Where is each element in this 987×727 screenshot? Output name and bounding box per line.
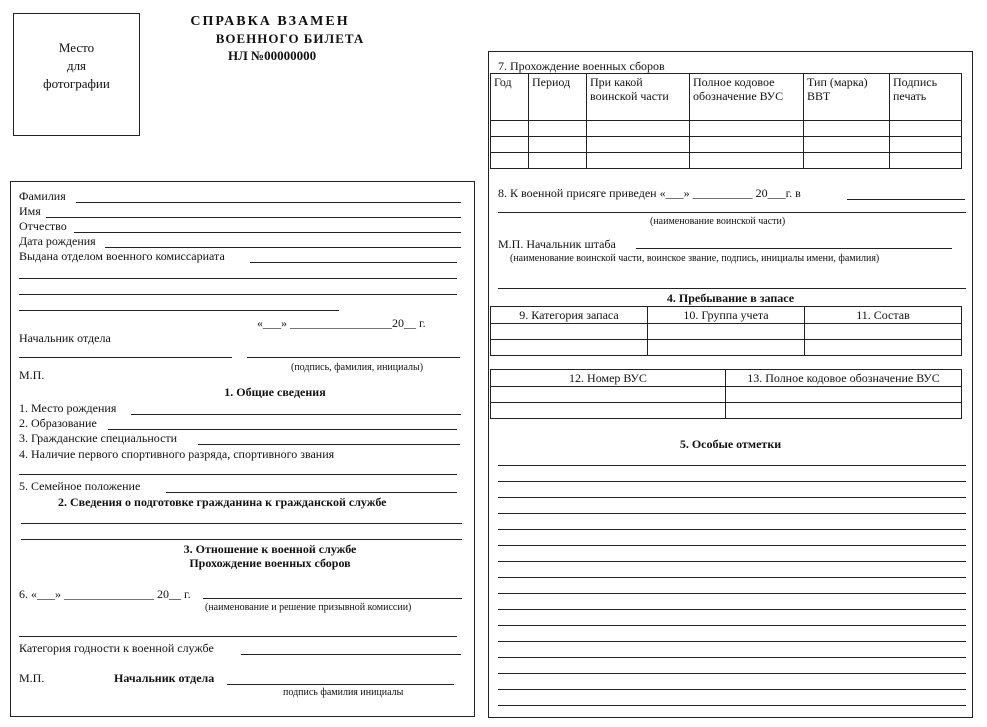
table-row[interactable] — [491, 324, 962, 340]
issued-by-label: Выдана отделом военного комиссариата — [19, 249, 225, 263]
patronymic-label: Отчество — [19, 219, 67, 233]
photo-label-3: фотографии — [43, 76, 110, 91]
oath-line-2[interactable] — [498, 212, 966, 213]
notes-line[interactable] — [498, 593, 966, 594]
vus-table — [490, 369, 962, 419]
notes-line[interactable] — [498, 497, 966, 498]
dept-head-label: Начальник отдела — [19, 331, 111, 345]
section7-title: 7. Прохождение военных сборов — [498, 59, 665, 73]
table-row[interactable] — [491, 403, 962, 419]
section2-title: 2. Сведения о подготовке гражданина к гражданской службе — [58, 495, 387, 509]
dept-head2-label: Начальник отдела — [114, 671, 215, 685]
reserve-category-header: 9. Категория запаса — [491, 307, 648, 324]
birthdate-field[interactable] — [105, 247, 461, 248]
issued-by-field[interactable] — [250, 262, 457, 263]
surname-field[interactable] — [76, 202, 461, 203]
item6-line-2[interactable] — [19, 636, 457, 637]
education-field[interactable] — [108, 429, 457, 430]
stamp-label-2: М.П. — [19, 671, 45, 685]
name-field[interactable] — [46, 217, 461, 218]
dept-head-field[interactable] — [19, 357, 232, 358]
notes-line[interactable] — [498, 513, 966, 514]
notes-line[interactable] — [498, 561, 966, 562]
notes-line[interactable] — [498, 641, 966, 642]
item6-caption: (наименование и решение призывной комиссии) — [205, 602, 412, 613]
dept-head-sign-field[interactable] — [247, 357, 460, 358]
table-row[interactable] — [491, 153, 962, 169]
oath-unit-field[interactable] — [847, 199, 965, 200]
col-header-vus-code: Полное кодовое обозначение ВУС — [690, 74, 804, 121]
civil-spec-label: 3. Гражданские специальности — [19, 431, 178, 445]
notes-line[interactable] — [498, 625, 966, 626]
notes-line[interactable] — [498, 545, 966, 546]
item6-label: 6. «___» _______________ 20__ г. — [19, 587, 191, 601]
fitness-label: Категория годности к военной службе — [19, 641, 214, 655]
staff-caption: (наименование воинской части, воинское звание, подпись, инициалы имени, фамилия) — [510, 253, 880, 264]
issued-by-line-2[interactable] — [19, 278, 457, 279]
reserve-staff-header: 11. Состав — [805, 307, 962, 324]
notes-line[interactable] — [498, 529, 966, 530]
military-training-table — [490, 73, 962, 169]
civil-spec-field[interactable] — [198, 444, 460, 445]
sig-caption-2: подпись фамилия инициалы — [283, 687, 404, 698]
notes-line[interactable] — [498, 657, 966, 658]
sports-field[interactable] — [19, 474, 457, 475]
section2-line-1[interactable] — [21, 523, 462, 524]
notes-line[interactable] — [498, 481, 966, 482]
issued-by-line-4[interactable] — [19, 310, 339, 311]
section3-subtitle: Прохождение военных сборов — [189, 556, 351, 570]
surname-label: Фамилия — [19, 189, 66, 203]
name-label: Имя — [19, 204, 41, 218]
reserve-group-header: 10. Группа учета — [648, 307, 805, 324]
section5-title: 5. Особые отметки — [679, 437, 782, 451]
fitness-field[interactable] — [241, 654, 461, 655]
section1-title: 1. Общие сведения — [224, 385, 326, 399]
photo-label-2: для — [66, 58, 87, 73]
issued-by-line-3[interactable] — [19, 294, 457, 295]
doc-title-line2: ВОЕННОГО БИЛЕТА — [215, 31, 365, 46]
col-header-signature: Подпись печать — [890, 74, 962, 121]
section3-title: 3. Отношение к военной службе — [183, 542, 357, 556]
family-label: 5. Семейное положение — [19, 479, 141, 493]
col-header-unit: При какой воинской части — [587, 74, 690, 121]
vus-code-header: 13. Полное кодовое обозначение ВУС — [726, 370, 962, 387]
birthplace-label: 1. Место рождения — [19, 401, 117, 415]
section4-title: 4. Пребывание в запасе — [666, 291, 795, 305]
oath-label: 8. К военной присяге приведен «___» __________ 20___г. в — [498, 186, 801, 200]
notes-line[interactable] — [498, 673, 966, 674]
section2-line-2[interactable] — [21, 539, 462, 540]
notes-line[interactable] — [498, 609, 966, 610]
sports-label: 4. Наличие первого спортивного разряда, спортивного звания — [19, 447, 335, 461]
doc-title-line1: СПРАВКА ВЗАМЕН — [190, 14, 350, 29]
issue-date: «___» _________________20__ г. — [257, 316, 426, 330]
table-row[interactable] — [491, 137, 962, 153]
birthplace-field[interactable] — [131, 414, 461, 415]
stamp-label-1: М.П. — [19, 368, 45, 382]
notes-line[interactable] — [498, 465, 966, 466]
staff-chief-field[interactable] — [636, 248, 952, 249]
photo-placeholder — [13, 13, 140, 136]
patronymic-field[interactable] — [74, 232, 461, 233]
staff-chief-label: М.П. Начальник штаба — [498, 237, 616, 251]
reserve-table — [490, 306, 962, 356]
sig-caption: (подпись, фамилия, инициалы) — [291, 362, 424, 373]
table-row[interactable] — [491, 387, 962, 403]
col-header-year: Год — [491, 74, 529, 121]
table-row[interactable] — [491, 121, 962, 137]
staff-line-2[interactable] — [498, 288, 966, 289]
family-field[interactable] — [166, 492, 457, 493]
dept-head2-field[interactable] — [227, 684, 454, 685]
doc-number: НЛ №00000000 — [228, 48, 317, 63]
notes-line[interactable] — [498, 689, 966, 690]
notes-line[interactable] — [498, 705, 966, 706]
col-header-period: Период — [529, 74, 587, 121]
oath-caption: (наименование воинской части) — [650, 216, 786, 227]
table-row[interactable] — [491, 340, 962, 356]
notes-line[interactable] — [498, 577, 966, 578]
vus-number-header: 12. Номер ВУС — [491, 370, 726, 387]
education-label: 2. Образование — [19, 416, 97, 430]
photo-label-1: Место — [58, 40, 95, 55]
table-header-row — [491, 74, 962, 121]
col-header-equipment: Тип (марка) ВВТ — [804, 74, 890, 121]
item6-field[interactable] — [203, 598, 462, 599]
birthdate-label: Дата рождения — [19, 234, 96, 248]
